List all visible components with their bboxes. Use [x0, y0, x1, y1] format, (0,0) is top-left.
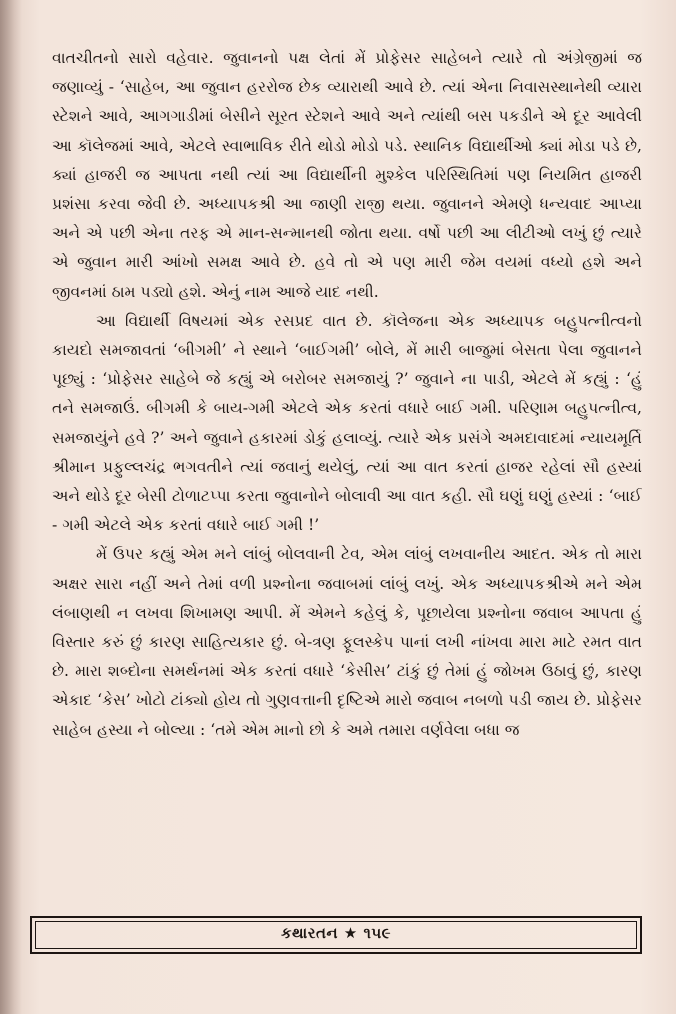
footer-title-page-number: કથારતન ★ ૧૫૯ [280, 924, 392, 942]
book-spine-shadow [0, 0, 22, 1014]
page-body [52, 44, 642, 904]
paragraph-3: મેં ઉપર કહ્યું એમ મને લાંબું બોલવાની ટેવ, એમ લાંબું લખવાનીય આદત. એક તો મારા અક્ષર સારા નહીં અને તેમાં વળી પ્રશ્નોના જવાબમાં લાંબું લખું. એક અધ્યાપકશ્રીએ મને એમ લંબાણથી ન લખવા શિખામણ આપી. મેં એમને કહેલું કે, પૂછાયેલા પ્રશ્નોના જવાબ આપતા હું વિસ્તાર કરું છું કારણ સાહિત્યકાર છું. બે-ત્રણ ફૂલસ્કેપ પાનાં લખી નાંખવા મારા માટે રમત વાત છે. મારા શબ્દોના સમર્થનમાં એક કરતાં વધારે ‘કેસીસ’ ટાંકું છું તેમાં હું જોખમ ઉઠાવું છું, કારણ એકાદ ‘કેસ’ ખોટો ટાંક્યો હોય તો ગુણવત્તાની દૃષ્ટિએ મારો જવાબ નબળો પડી જાય છે. પ્રોફેસર સાહેબ હસ્યા ને બોલ્યા : ‘તમે એમ માનો છો કે અમે તમારા વર્ણવેલા બધા જ [52, 545, 642, 739]
paragraph-1: વાતચીતનો સારો વહેવાર. જુવાનનો પક્ષ લેતાં મેં પ્રોફેસર સાહેબને ત્યારે તો અંગ્રેજીમાં જ જણાવ્યું - ‘સાહેબ, આ જુવાન હરરોજ છેક વ્યારાથી આવે છે. ત્યાં એના નિવાસસ્થાનેથી વ્યારા સ્ટેશને આવે, આગગાડીમાં બેસીને સૂરત સ્ટેશને આવે અને ત્યાંથી બસ પકડીને એ દૂર આવેલી આ કૉલેજમાં આવે, એટલે સ્વાભાવિક રીતે થોડો મોડો પડે. સ્થાનિક વિદ્યાર્થીઓ ક્યાં મોડા પડે છે, ક્યાં હાજરી જ આપતા નથી ત્યાં આ વિદ્યાર્થીની મુશ્કેલ પરિસ્થિતિમાં પણ નિયમિત હાજરી પ્રશંસા કરવા જેવી છે. અધ્યાપકશ્રી આ જાણી રાજી થયા. જુવાનને એમણે ધન્યવાદ આપ્યા અને એ પછી એના તરફ એ માન-સન્માનથી જોતા થયા. વર્ષો પછી આ લીટીઓ લખું છું ત્યારે એ જુવાન મારી આંખો સમક્ષ આવે છે. હવે તો એ પણ મારી જેમ વયમાં વધ્યો હશે અને જીવનમાં ઠામ પડ્યો હશે. એનું નામ આજે યાદ નથી. [52, 49, 642, 301]
paragraph-2: આ વિદ્યાર્થી વિષયમાં એક રસપ્રદ વાત છે. કૉલેજના એક અધ્યાપક બહુપત્નીત્વનો કાયદો સમજાવતાં ‘બીગમી’ ને સ્થાને ‘બાઈગમી’ બોલે, મેં મારી બાજુમાં બેસતા પેલા જુવાનને પૂછ્યું : ‘પ્રોફેસર સાહેબે જે કહ્યું એ બરોબર સમજાયું ?’ જુવાને ના પાડી, એટલે મેં કહ્યું : ‘હું તને સમજાઉં. બીગમી કે બાય-ગમી એટલે એક કરતાં વધારે બાઈ ગમી. પરિણામ બહુપત્નીત્વ, સમજાયુંને હવે ?’ અને જુવાને હકારમાં ડોકું હલાવ્યું. ત્યારે એક પ્રસંગે અમદાવાદમાં ન્યાયમૂર્તિ શ્રીમાન પ્રફુલ્લચંદ્ર ભગવતીને ત્યાં જવાનું થયેલું, ત્યાં આ વાત કરતાં હાજર રહેલાં સૌ હસ્યાં અને થોડે દૂર બેસી ટોળાટપ્પા કરતા જુવાનોને બોલાવી આ વાત કહી. સૌ ઘણું ઘણું હસ્યાં : ‘બાઈ - ગમી એટલે એક કરતાં વધારે બાઈ ગમી !’ [52, 311, 642, 535]
page-footer [30, 916, 642, 954]
